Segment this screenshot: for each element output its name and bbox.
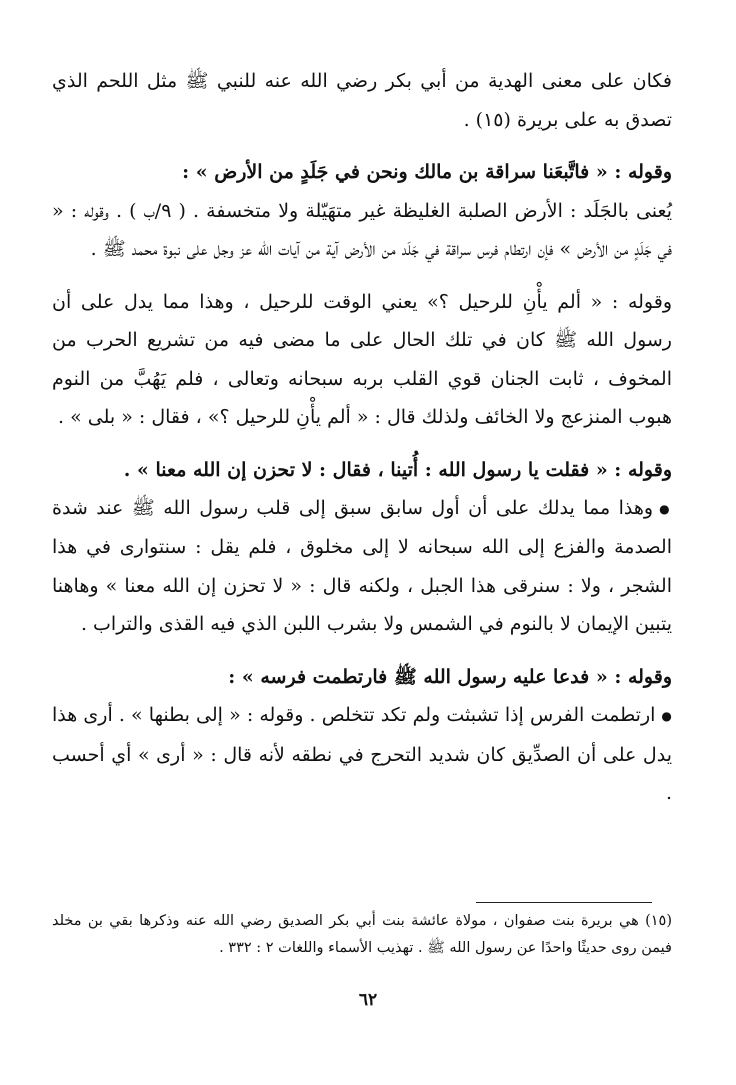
- page-number: ٦٢: [358, 990, 378, 1010]
- paragraph-irtatamat: ● ارتطمت الفرس إذا تشبثت ولم تكد تتخلص . وقوله : « إلى بطنها » . أرى هذا يدل على أن الصدِّيق كان شديد التحرج في نطقه لأنه قال : « أرى » أي أحسب .: [52, 696, 672, 812]
- footnote: (١٥) هي بريرة بنت صفوان ، مولاة عائشة بنت أبي بكر الصديق رضي الله عنه وذكرها بقي بن مخلد فيمن روى حديثًا واحدًا عن رسول الله ﷺ . تهذيب الأسماء واللغات ٢ : ٣٣٢ .: [52, 913, 672, 956]
- footnote-divider: [476, 902, 652, 903]
- main-text: [52, 62, 672, 813]
- paragraph-rahil: وقوله : « ألم يأْنِ للرحيل ؟» يعني الوقت للرحيل ، وهذا مما يدل على أن رسول الله ﷺ كان في تلك الحال على ما مضى فيه من تشريع الحرب من المخوف ، ثابت الجنان قوي القلب بربه سبحانه وتعالى ، فلم يَهُبَّ من النوم هبوب المنزعج ولا الخائف ولذلك قال : « ألم يأْنِ للرحيل ؟» ، فقال : « بلى » .: [52, 290, 672, 428]
- paragraph-jalad: يُعنى بالجَلَد : الأرض الصلبة الغليظة غير متهَيّلة ولا متخسفة . ( ٩/ب ) . وقوله : « في جَلَدٍ من الأرض » فإن ارتطام فرس سراقة في جَلَد من الأرض آية من آيات الله عز وجل على نبوة محمد ﷺ .: [52, 199, 672, 260]
- heading-la-tahzan: وقوله : « فقلت يا رسول الله : أُتينا ، فقال : لا تحزن إن الله معنا » .: [123, 458, 672, 481]
- heading-saraqa: وقوله : « فاتَّبعَنا سراقة بن مالك ونحن في جَلَدٍ من الأرض » :: [182, 161, 672, 183]
- paragraph-sadma: ● وهذا مما يدلك على أن أول سابق سبق إلى قلب رسول الله ﷺ عند شدة الصدمة والفزع إلى الله سبحانه لا إلى مخلوق ، فلم يقل : سنتوارى في هذا الشجر ، ولا : سنرقى هذا الجبل ، ولكنه قال : « لا تحزن إن الله معنا » وهاهنا يتبين الإيمان لا بالنوم في الشمس ولا بشرب اللبن الذي فيه القذى والتراب .: [52, 489, 672, 644]
- paragraph-1: فكان على معنى الهدية من أبي بكر رضي الله عنه للنبي ﷺ مثل اللحم الذي تصدق به على بريرة (١٥) .: [52, 70, 672, 131]
- heading-irtatamat: وقوله : « فدعا عليه رسول الله ﷺ فارتطمت فرسه » :: [228, 665, 672, 688]
